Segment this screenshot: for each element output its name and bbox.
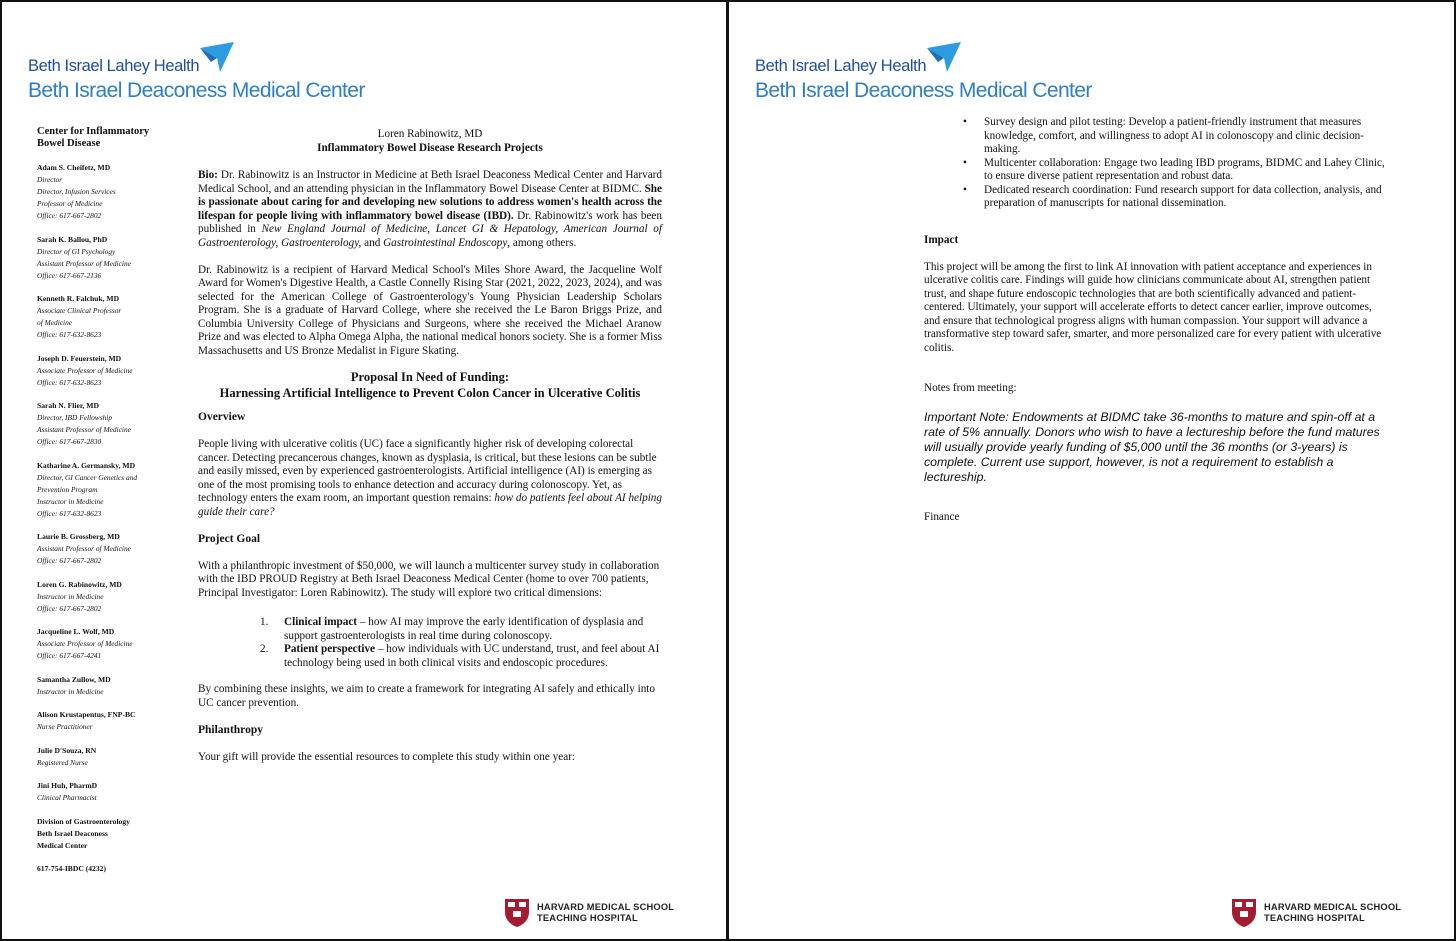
funding-bullet-item bbox=[963, 183, 1388, 211]
main-content-page-2 bbox=[924, 116, 1388, 524]
harvard-shield-icon bbox=[504, 898, 530, 928]
staff-name: Loren G. Rabinowitz, MD bbox=[37, 579, 122, 589]
staff-role: Nurse Practitioner bbox=[37, 722, 93, 731]
bilh-arrow-logo-icon bbox=[927, 42, 961, 74]
staff-name: Jini Huh, PharmD bbox=[37, 781, 98, 790]
proposal-title-line2: Harnessing Artificial Intelligence to Prevent Colon Cancer in Ulcerative Colitis bbox=[219, 385, 641, 400]
footer-text bbox=[1264, 902, 1401, 924]
bullet-icon: • bbox=[963, 156, 967, 169]
staff-name: Julie D'Souza, RN bbox=[37, 745, 97, 755]
dimension-number: 1. bbox=[260, 616, 269, 628]
staff-entry bbox=[37, 626, 172, 662]
staff-role: Office: 617-632-8623 bbox=[37, 330, 102, 339]
harvard-shield-icon bbox=[1231, 898, 1257, 928]
letterhead bbox=[755, 42, 1095, 102]
staff-name: Joseph D. Feuerstein, MD bbox=[37, 353, 122, 363]
bullet-icon: • bbox=[963, 183, 967, 196]
staff-name: Kenneth R. Falchuk, MD bbox=[37, 294, 120, 303]
staff-role: Office: 617-667-2136 bbox=[37, 270, 102, 280]
sidebar-heading: Center for Inflammatory Bowel Disease bbox=[37, 126, 150, 149]
journal-list: New England Journal of Medicine, Lancet GI & Hepatology, American Journal of Gastroenterology, Gastroenterology, bbox=[198, 223, 662, 249]
staff-sidebar bbox=[37, 126, 172, 875]
staff-name: Jacqueline L. Wolf, MD bbox=[37, 627, 115, 636]
staff-list bbox=[37, 162, 172, 804]
staff-entry bbox=[37, 780, 172, 804]
document-page-2 bbox=[727, 0, 1456, 941]
overview-question: how do patients feel about AI helping guide their care? bbox=[198, 492, 662, 518]
staff-role: Director, Infusion Services bbox=[37, 187, 116, 196]
dimension-label: Patient perspective bbox=[284, 643, 376, 655]
staff-role: Director of GI Psychology bbox=[37, 246, 116, 256]
division-line: Beth Israel Deaconess bbox=[37, 828, 108, 838]
staff-entry bbox=[37, 709, 172, 733]
dimension-label: Clinical impact bbox=[284, 616, 358, 628]
harvard-footer bbox=[1231, 898, 1431, 928]
author-name: Loren Rabinowitz, MD bbox=[377, 128, 483, 140]
bilh-arrow-logo-icon bbox=[200, 42, 234, 74]
staff-entry bbox=[37, 579, 172, 615]
dimensions-list bbox=[260, 616, 662, 670]
overview-paragraph bbox=[198, 438, 662, 519]
impact-paragraph: This project will be among the first to link AI innovation with patient acceptance and experiences in ulcerative colitis care. Findings will guide how clinicians communicate about AI, strengthen patient trust, and shape future endoscopic technologies that are both scientifically advanced and patient-centered. Ultimately, your support will accelerate efforts to detect cancer earlier, improve outcomes, and ensure that technological progress aligns with human compassion. Your support will advance a transformative step toward safer, smarter, and more personalized care for every patient with ulcerative colitis. bbox=[924, 260, 1382, 354]
footer-line2: TEACHING HOSPITAL bbox=[537, 913, 638, 923]
bio-text: Dr. Rabinowitz is an Instructor in Medicine at Beth Israel Deaconess Medical Center and Harvard Medical School, and an attending physician in the Inflammatory Bowel Disease Center at BIDMC. bbox=[198, 169, 662, 195]
dimension-item bbox=[260, 616, 662, 643]
staff-entry bbox=[37, 353, 172, 389]
letterhead bbox=[28, 42, 368, 102]
bio-bold-text: She is passionate about caring for and developing new solutions to address women's health across the lifespan for people living with inflammatory bowel disease (IBD). bbox=[198, 182, 662, 222]
staff-role: Assistant Professor of Medicine bbox=[37, 425, 131, 434]
footer-line1: HARVARD MEDICAL SCHOOL bbox=[1264, 902, 1402, 912]
bullet-icon: • bbox=[963, 116, 967, 128]
overview-heading: Overview bbox=[198, 411, 246, 423]
dimension-description: – how individuals with UC understand, trust, and feel about AI technology being used in both clinical visits and endoscopic procedures. bbox=[284, 643, 660, 669]
staff-role: Assistant Professor of Medicine bbox=[37, 258, 131, 268]
staff-role: Office: 617-632-8623 bbox=[37, 377, 102, 387]
staff-role: Clinical Pharmacist bbox=[37, 793, 97, 802]
bio-paragraph bbox=[198, 169, 662, 250]
dimension-number: 2. bbox=[260, 643, 269, 655]
staff-entry bbox=[37, 674, 172, 698]
staff-entry bbox=[37, 400, 172, 448]
letterhead-parent-org: Beth Israel Lahey Health bbox=[28, 57, 200, 75]
staff-role: Office: 617-667-2802 bbox=[37, 556, 102, 565]
center-phone: 617-754-IBDC (4232) bbox=[37, 863, 106, 873]
footer-text bbox=[537, 902, 674, 924]
philanthropy-paragraph: Your gift will provide the essential resources to complete this study within one year: bbox=[198, 750, 575, 763]
dimension-item bbox=[260, 643, 662, 670]
staff-entry bbox=[37, 162, 172, 222]
bullet-text: Multicenter collaboration: Engage two leading IBD programs, BIDMC and Lahey Clinic, to ensure diverse patient representation and robust data. bbox=[984, 156, 1385, 182]
project-goal-paragraph: With a philanthropic investment of $50,000, we will launch a multicenter survey study in collaboration with the IBD PROUD Registry at Beth Israel Deaconess Medical Center (home to over 700 patients, Principal Investigator: Loren Rabinowitz). The study will explore two critical dimensions: bbox=[198, 559, 660, 599]
footer-line1: HARVARD MEDICAL SCHOOL bbox=[537, 902, 675, 912]
staff-role: Office: 617-667-2802 bbox=[37, 603, 102, 613]
funding-bullet-item bbox=[963, 116, 1388, 157]
staff-role: Director, GI Cancer Genetics and bbox=[37, 472, 138, 482]
staff-role: Office: 617-667-4241 bbox=[37, 651, 102, 660]
staff-role: Office: 617-632-8623 bbox=[37, 508, 102, 518]
division-line: Division of Gastroenterology bbox=[37, 816, 130, 826]
impact-heading: Impact bbox=[924, 233, 959, 246]
bio-label: Bio: bbox=[198, 169, 218, 181]
staff-role: Instructor in Medicine bbox=[37, 591, 104, 601]
notes-heading: Notes from meeting: bbox=[924, 382, 1017, 394]
division-block bbox=[37, 816, 172, 852]
dimension-text bbox=[284, 643, 662, 670]
awards-paragraph: Dr. Rabinowitz is a recipient of Harvard Medical School's Miles Shore Award, the Jacqueline Wolf Award for Women's Digestive Health, a Castle Connelly Rising Star (2021, 2022, 2023, 2024), and was selected for the American College of Gastroenterology's Young Physician Leadership Scholars Program. She is a graduate of Harvard College, where she received the Le Baron Briggs Prize, and Columbia University College of Physicians and Surgeons, where she received the Michael Aranow Prize and was elected to Alpha Omega Alpha, the national medical honors society. She is a former Miss Massachusetts and US Bronze Medalist in Figure Skating. bbox=[198, 263, 662, 357]
staff-role: of Medicine bbox=[37, 318, 73, 327]
proposal-title-line1: Proposal In Need of Funding: bbox=[350, 370, 510, 384]
staff-role: Professor of Medicine bbox=[37, 199, 103, 208]
dimension-description: – how AI may improve the early identification of dysplasia and support gastroenterologists in real time during colonoscopy. bbox=[284, 616, 644, 642]
staff-role: Assistant Professor of Medicine bbox=[37, 544, 131, 553]
project-goal-heading: Project Goal bbox=[198, 532, 261, 545]
bio-text-4: , among others. bbox=[507, 236, 577, 249]
letterhead-org: Beth Israel Deaconess Medical Center bbox=[755, 79, 1092, 102]
dimension-text bbox=[284, 616, 662, 643]
staff-name: Sarah K. Ballou, PhD bbox=[37, 234, 108, 244]
letterhead-parent-org: Beth Israel Lahey Health bbox=[755, 57, 927, 75]
staff-name: Adam S. Cheifetz, MD bbox=[37, 163, 111, 172]
staff-name: Samantha Zullow, MD bbox=[37, 674, 111, 684]
staff-name: Alison Krustapentus, FNP-BC bbox=[37, 710, 136, 719]
funding-bullet-item bbox=[963, 156, 1388, 184]
bullet-text: Survey design and pilot testing: Develop a patient-friendly instrument that measures knowledge, comfort, and willingness to adopt AI in colonoscopy and clinic decision-making. bbox=[984, 116, 1364, 155]
finance-heading: Finance bbox=[924, 510, 960, 523]
harvard-footer bbox=[504, 898, 704, 928]
staff-role: Associate Professor of Medicine bbox=[37, 639, 133, 648]
journal-gie: Gastrointestinal Endoscopy bbox=[383, 236, 508, 249]
letterhead-org: Beth Israel Deaconess Medical Center bbox=[28, 79, 365, 102]
staff-role: Associate Professor of Medicine bbox=[37, 365, 133, 375]
staff-entry bbox=[37, 460, 172, 520]
funding-bullets bbox=[963, 116, 1388, 211]
document-title: Inflammatory Bowel Disease Research Projects bbox=[317, 141, 543, 154]
staff-name: Katharine A. Germansky, MD bbox=[37, 460, 136, 470]
staff-role: Instructor in Medicine bbox=[37, 686, 104, 696]
staff-role: Office: 617-667-2802 bbox=[37, 211, 102, 220]
footer-line2: TEACHING HOSPITAL bbox=[1264, 913, 1365, 923]
combine-paragraph: By combining these insights, we aim to create a framework for integrating AI safely and ethically into UC cancer prevention. bbox=[198, 683, 655, 709]
staff-name: Laurie B. Grossberg, MD bbox=[37, 532, 120, 541]
staff-role: Director, IBD Fellowship bbox=[37, 413, 113, 422]
bullet-text: Dedicated research coordination: Fund research support for data collection, analysis, and preparation of manuscripts for national dissemination. bbox=[984, 183, 1382, 209]
main-content bbox=[198, 128, 662, 764]
important-note: Important Note: Endowments at BIDMC take 36-months to mature and spin-off at a rate of 5% annually. Donors who wish to have a lectureship before the fund matures will usually provide yearly funding of $5,000 until the 36 months (or 3-years) is complete. Current use support, however, is not a requirement to establish a lectureship. bbox=[924, 409, 1380, 484]
staff-role: Registered Nurse bbox=[37, 757, 88, 767]
staff-role: Director bbox=[37, 175, 63, 184]
staff-entry bbox=[37, 234, 172, 282]
staff-name: Sarah N. Flier, MD bbox=[37, 401, 99, 410]
division-line: Medical Center bbox=[37, 840, 88, 850]
philanthropy-heading: Philanthropy bbox=[198, 723, 263, 736]
staff-entry bbox=[37, 531, 172, 567]
proposal-title bbox=[198, 370, 662, 401]
staff-entry bbox=[37, 293, 172, 341]
staff-entry bbox=[37, 745, 172, 769]
staff-role: Associate Clinical Professor bbox=[37, 306, 122, 315]
bio-text-2: Dr. Rabinowitz's work has been published in bbox=[198, 209, 662, 235]
staff-role: Prevention Program bbox=[37, 484, 98, 494]
staff-role: Instructor in Medicine bbox=[37, 496, 104, 506]
bio-text-3: and bbox=[361, 236, 384, 249]
overview-text: People living with ulcerative colitis (UC) face a significantly higher risk of developing colorectal cancer. Detecting precancerous changes, known as dysplasia, is critical, but these lesions can be subtle and easily missed, even by experienced gastroenterologists. Artificial intelligence (AI) is emerging as one of the most promising tools to enhance detection and accuracy during colonoscopy. Yet, as technology enters the exam room, an important question remains: bbox=[198, 438, 657, 504]
staff-role: Office: 617-667-2830 bbox=[37, 437, 102, 446]
